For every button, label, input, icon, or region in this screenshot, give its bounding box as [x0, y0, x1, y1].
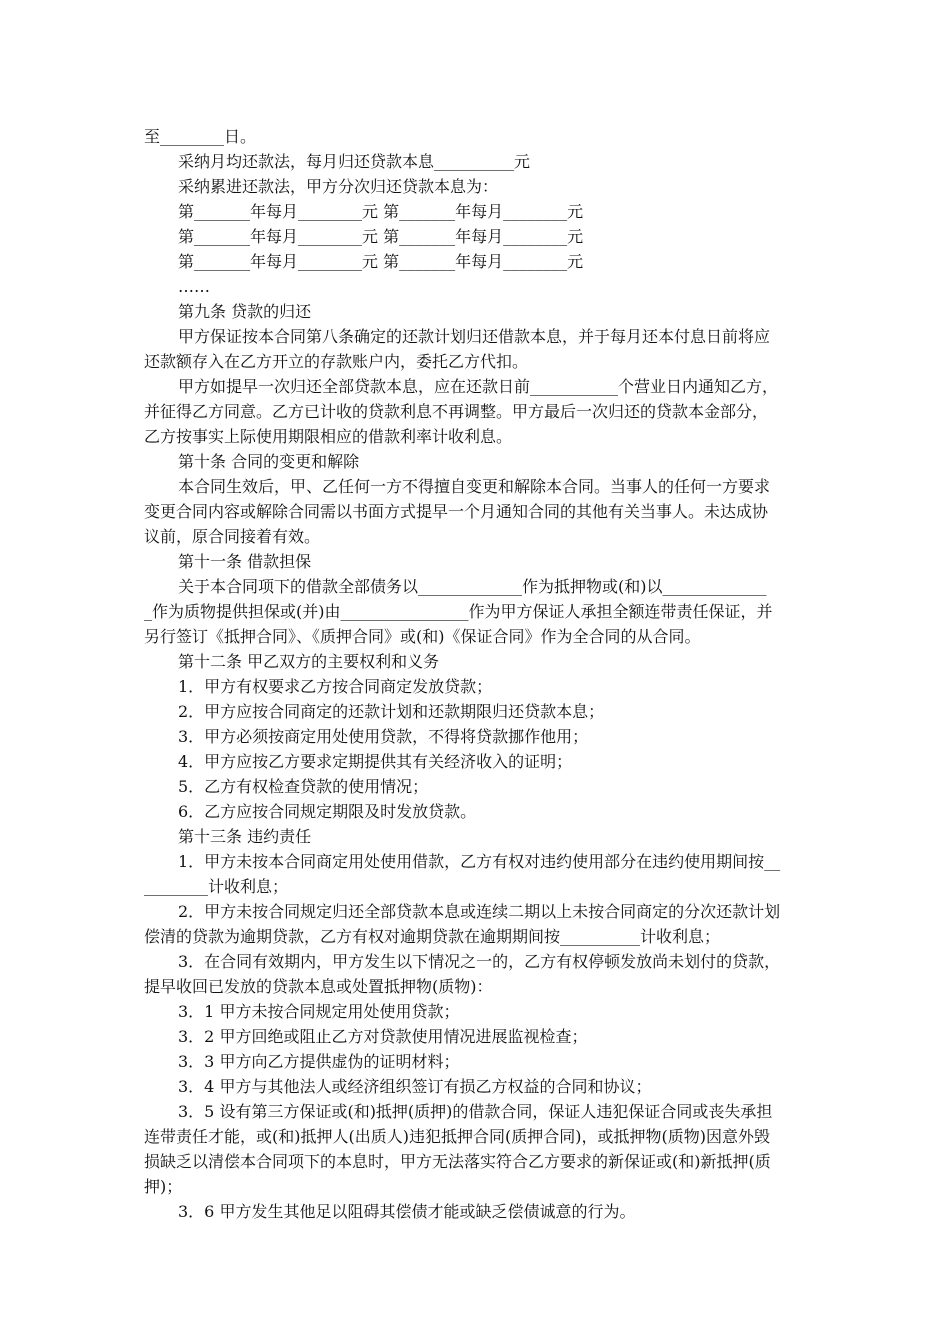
text-line: 第_______年每月________元 第_______年每月________元 — [178, 252, 584, 271]
text-line: 甲方如提早一次归还全部贷款本息，应在还款日前___________个营业日内通知乙方， — [178, 377, 779, 396]
text-line: 第_______年每月________元 第_______年每月________元 — [178, 227, 584, 246]
list-item: 3．5 设有第三方保证或(和)抵押(质押)的借款合同，保证人违犯保证合同或丧失承担 — [178, 1102, 773, 1121]
list-item: 3．2 甲方回绝或阻止乙方对贷款使用情况进展监视检查； — [178, 1027, 588, 1046]
section-heading: 第九条 贷款的归还 — [178, 302, 312, 321]
text-line: 并征得乙方同意。乙方已计收的贷款利息不再调整。甲方最后一次归还的贷款本金部分， — [144, 402, 769, 421]
text-line: 还款额存入在乙方开立的存款账户内，委托乙方代扣。 — [144, 352, 529, 371]
text-line: 损缺乏以清偿本合同项下的本息时，甲方无法落实符合乙方要求的新保证或(和)新抵押(质 — [144, 1152, 771, 1171]
text-line: 乙方按事实上际使用期限相应的借款利率计收利息。 — [144, 427, 513, 446]
text-line: 变更合同内容或解除合同需以书面方式提早一个月通知合同的其他有关当事人。未达成协 — [144, 502, 769, 521]
text-line: 连带责任才能，或(和)抵押人(出质人)违犯抵押合同(质押合同)，或抵押物(质物)因意外毁 — [144, 1127, 770, 1146]
text-line: …… — [178, 277, 210, 296]
text-line: 另行签订《抵押合同》、《质押合同》或(和)《保证合同》作为全合同的从合同。 — [144, 627, 701, 646]
text-line: 至________日。 — [144, 127, 257, 146]
list-item: 3．3 甲方向乙方提供虚伪的证明材料； — [178, 1052, 460, 1071]
section-heading: 第十二条 甲乙双方的主要权利和义务 — [178, 652, 440, 671]
list-item: 3．甲方必须按商定用处使用贷款，不得将贷款挪作他用； — [178, 727, 589, 746]
text-line: 关于本合同项下的借款全部债务以_____________作为抵押物或(和)以_____________ — [178, 577, 767, 596]
list-item: 6．乙方应按合同规定期限及时发放贷款。 — [178, 802, 477, 821]
text-line: 采纳月均还款法，每月归还贷款本息__________元 — [178, 152, 531, 171]
list-item: 3．6 甲方发生其他足以阻碍其偿债才能或缺乏偿债诚意的行为。 — [178, 1202, 636, 1221]
list-item: 1．甲方有权要求乙方按合同商定发放贷款； — [178, 677, 493, 696]
section-heading: 第十一条 借款担保 — [178, 552, 312, 571]
list-item: 3．1 甲方未按合同规定用处使用贷款； — [178, 1002, 460, 1021]
list-item: 5．乙方有权检查贷款的使用情况； — [178, 777, 429, 796]
text-line: 偿清的贷款为逾期贷款，乙方有权对逾期贷款在逾期期间按__________计收利息； — [144, 927, 721, 946]
section-heading: 第十条 合同的变更和解除 — [178, 452, 360, 471]
list-item: 3．4 甲方与其他法人或经济组织签订有损乙方权益的合同和协议； — [178, 1077, 652, 1096]
list-item: 4．甲方应按乙方要求定期提供其有关经济收入的证明； — [178, 752, 573, 771]
list-item: 2．甲方应按合同商定的还款计划和还款期限归还贷款本息； — [178, 702, 605, 721]
list-item: 2．甲方未按合同规定归还全部贷款本息或连续二期以上未按合同商定的分次还款计划 — [178, 902, 781, 921]
text-line: ________计收利息； — [144, 877, 289, 896]
text-line: 议前，原合同接着有效。 — [144, 527, 321, 546]
list-item: 3．在合同有效期内，甲方发生以下情况之一的，乙方有权停顿发放尚未划付的贷款， — [178, 952, 781, 971]
text-line: 采纳累进还款法，甲方分次归还贷款本息为： — [178, 177, 499, 196]
list-item: 1．甲方未按本合同商定用处使用借款，乙方有权对违约使用部分在违约使用期间按__ — [178, 852, 781, 871]
text-line: 提早收回已发放的贷款本息或处置抵押物(质物)： — [144, 977, 493, 996]
text-line: 本合同生效后，甲、乙任何一方不得擅自变更和解除本合同。当事人的任何一方要求 — [178, 477, 771, 496]
text-line: 甲方保证按本合同第八条确定的还款计划归还借款本息，并于每月还本付息日前将应 — [178, 327, 771, 346]
text-line: 押)； — [144, 1177, 183, 1196]
text-line: 第_______年每月________元 第_______年每月________元 — [178, 202, 584, 221]
section-heading: 第十三条 违约责任 — [178, 827, 312, 846]
text-line: _作为质物提供担保或(并)由________________作为甲方保证人承担全额连带责任保证，并 — [144, 602, 773, 621]
